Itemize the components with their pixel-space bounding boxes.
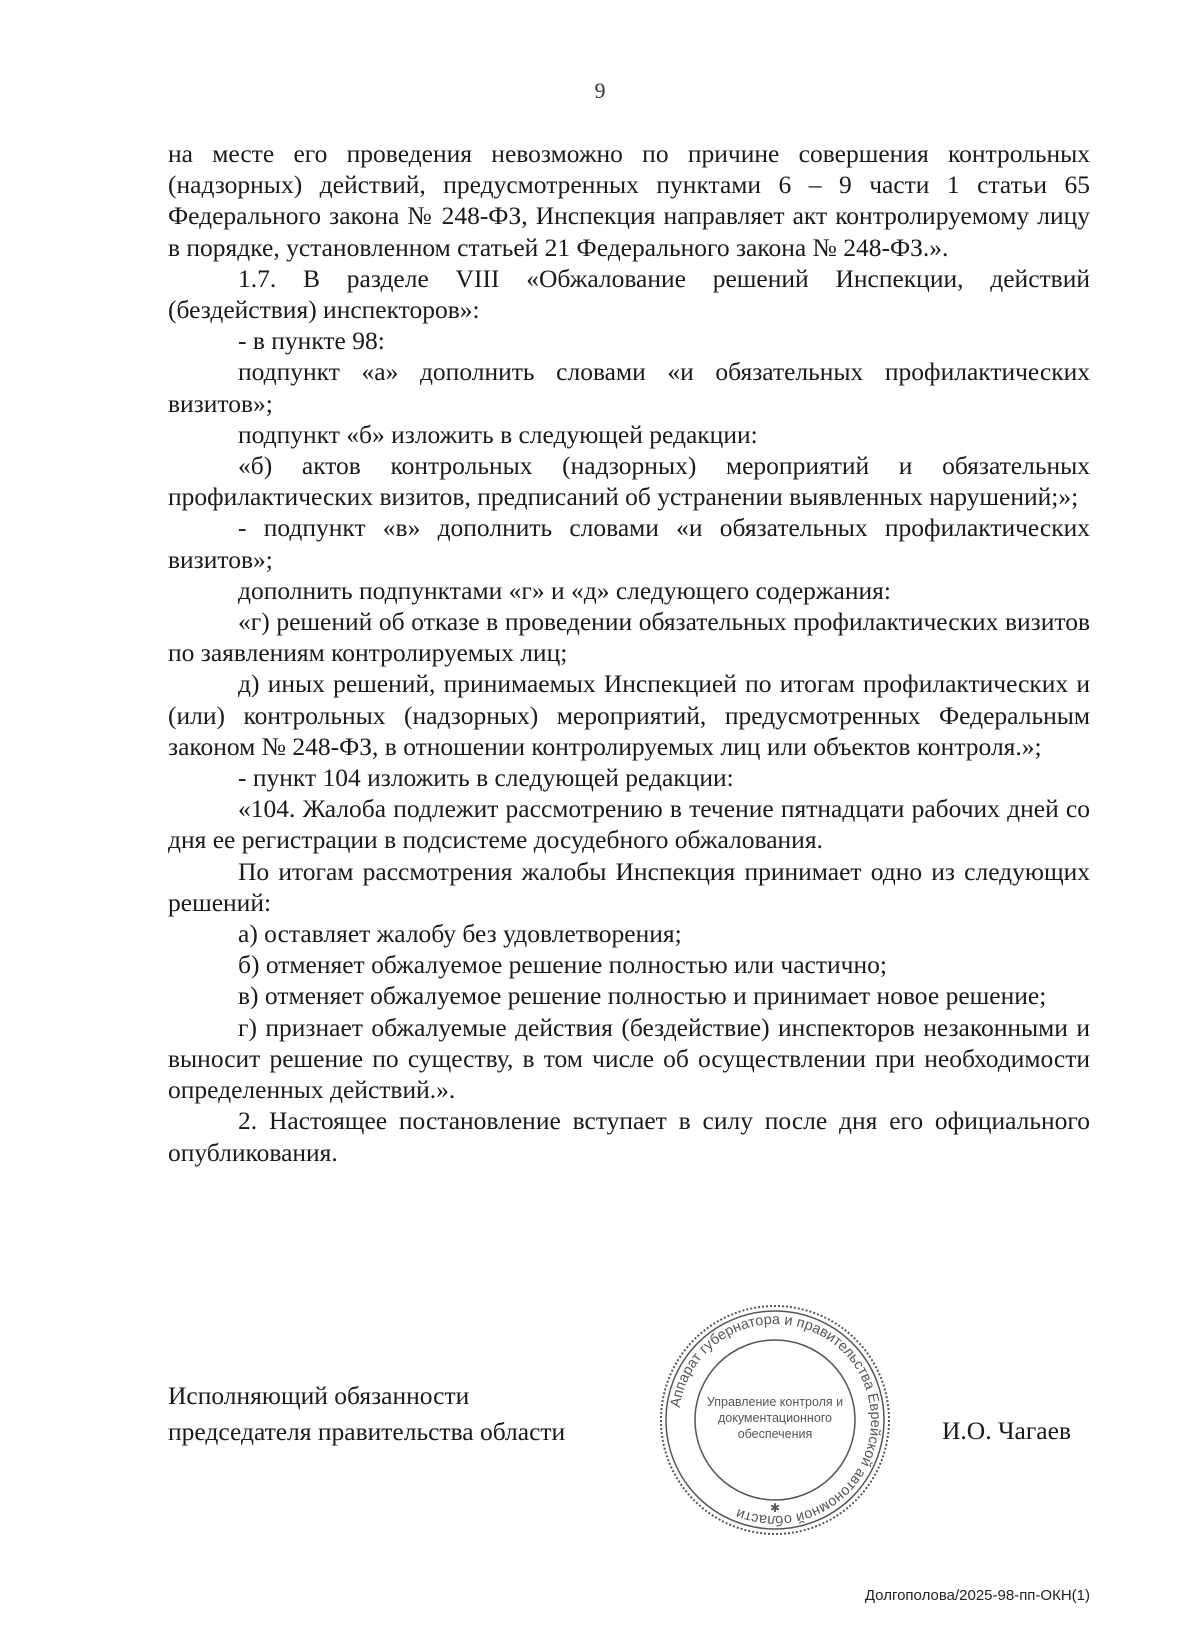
paragraph-add-subitems: дополнить подпунктами «г» и «д» следующего содержания:	[238, 575, 891, 605]
paragraph-decision-v: в) отменяет обжалуемое решение полностью и принимает новое решение;	[238, 981, 1047, 1011]
stamp-inner-line2: документационного	[717, 1411, 833, 1425]
paragraph-subitem-g: «г) решений об отказе в проведении обязательных профилактических визитов по заявлениям контролируемых лиц;	[168, 607, 1090, 668]
signature-position-line1: Исполняющий обязанности	[168, 1381, 470, 1410]
paragraph-decision-b: б) отменяет обжалуемое решение полностью или частично;	[238, 950, 887, 980]
paragraph-decision-a: а) оставляет жалобу без удовлетворения;	[238, 919, 682, 949]
paragraph-decision-g: г) признает обжалуемые действия (бездействие) инспекторов незаконными и выносит решение по существу, в том числе об осуществлении при необходимости определенных действий.».	[168, 1012, 1090, 1105]
paragraph-decisions-intro: По итогам рассмотрения жалобы Инспекция принимает одно из следующих решений:	[168, 856, 1090, 917]
paragraph-subitem-b: подпункт «б» изложить в следующей редакции:	[238, 419, 758, 449]
page-number: 9	[594, 78, 606, 103]
stamp-inner-line3: обеспечения	[737, 1427, 813, 1441]
paragraph-effective-date: 2. Настоящее постановление вступает в силу после дня его официального опубликования.	[168, 1106, 1090, 1167]
paragraph-subitem-v: - подпункт «в» дополнить словами «и обязательных профилактических визитов»;	[168, 513, 1090, 574]
signature-position	[168, 1378, 565, 1450]
stamp-outer-text: Аппарат губернатора и правительства Еврейской автономной области	[667, 1311, 884, 1529]
stamp-star-icon: ✱	[769, 1501, 781, 1515]
paragraph-item-104-text: «104. Жалоба подлежит рассмотрению в течение пятнадцати рабочих дней со дня ее регистрации в подсистеме досудебного обжалования.	[168, 794, 1090, 855]
paragraph-subitem-b-text: «б) актов контрольных (надзорных) мероприятий и обязательных профилактических визитов, предписаний об устранении выявленных нарушений;»;	[168, 451, 1090, 512]
stamp-inner-line1: Управление контроля и	[706, 1395, 844, 1409]
document-body	[168, 138, 1090, 1168]
paragraph-continuation: на месте его проведения невозможно по причине совершения контрольных (надзорных) действий, предусмотренных пунктами 6 – 9 части 1 статьи 65 Федерального закона № 248-ФЗ, Инспекция направляет акт контролируемому лицу в порядке, установленном статьей 21 Федерального закона № 248-ФЗ.».	[168, 139, 1090, 262]
signature-position-line2: председателя правительства области	[168, 1417, 566, 1446]
paragraph-subitem-d: д) иных решений, принимаемых Инспекцией по итогам профилактических и (или) контрольных (надзорных) мероприятий, предусмотренных Федеральным законом № 248-ФЗ, в отношении контролируемых лиц или объектов контроля.»;	[168, 669, 1090, 761]
paragraph-item-98: - в пункте 98:	[238, 326, 385, 356]
footer-reference: Долгополова/2025-98-пп-ОКН(1)	[864, 1587, 1090, 1604]
paragraph-1-7: 1.7. В разделе VIII «Обжалование решений Инспекции, действий (бездействия) инспекторов»:	[168, 263, 1090, 325]
paragraph-item-104: - пункт 104 изложить в следующей редакции:	[238, 763, 734, 793]
official-stamp	[655, 1300, 895, 1540]
paragraph-subitem-a: подпункт «а» дополнить словами «и обязательных профилактических визитов»;	[168, 357, 1090, 418]
signer-name: И.О. Чагаев	[942, 1416, 1071, 1445]
